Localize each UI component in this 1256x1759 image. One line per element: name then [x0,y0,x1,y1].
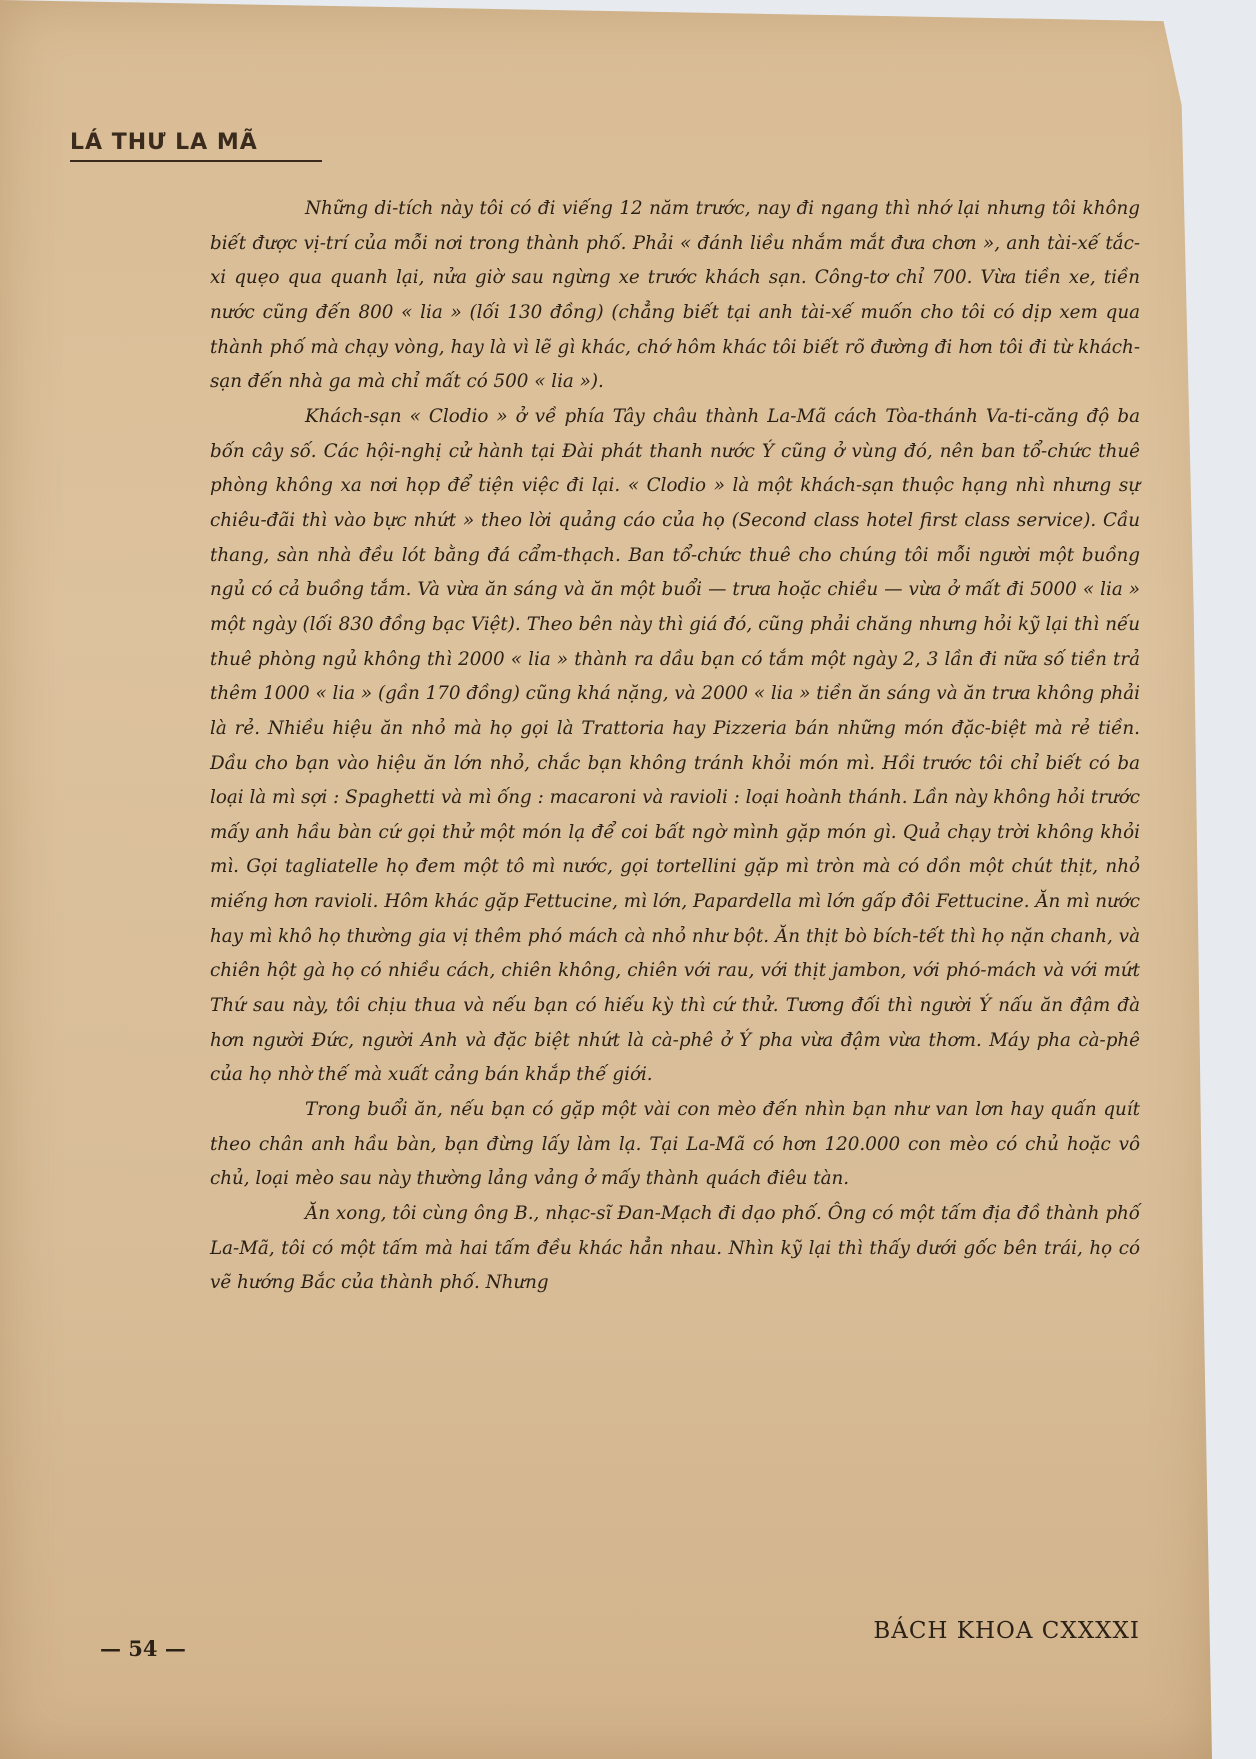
article-body [210,192,1140,1552]
paragraph: Khách-sạn « Clodio » ở về phía Tây châu thành La-Mã cách Tòa-thánh Va-ti-căng độ ba bốn cây số. Các hội-nghị cử hành tại Đài phát thanh nước Ý cũng ở vùng đó, nên ban tổ-chức thuê phòng không xa nơi họp để tiện việc đi lại. « Clodio » là một khách-sạn thuộc hạng nhì nhưng sự chiêu-đãi thì vào bực nhứt » theo lời quảng cáo của họ (Second class hotel first class service). Cầu thang, sàn nhà đều lót bằng đá cẩm-thạch. Ban tổ-chức thuê cho chúng tôi mỗi người một buồng ngủ có cả buồng tắm. Và vừa ăn sáng và ăn một buổi — trưa hoặc chiều — vừa ở mất đi 5000 « lia » một ngày (lối 830 đồng bạc Việt). Theo bên này thì giá đó, cũng phải chăng nhưng hỏi kỹ lại thì nếu thuê phòng ngủ không thì 2000 « lia » thành ra dầu bạn có tắm một ngày 2, 3 lần đi nữa số tiền trả thêm 1000 « lia » (gần 170 đồng) cũng khá nặng, và 2000 « lia » tiền ăn sáng và ăn trưa không phải là rẻ. Nhiều hiệu ăn nhỏ mà họ gọi là Trattoria hay Pizzeria bán những món đặc-biệt mà rẻ tiền. Dầu cho bạn vào hiệu ăn lớn nhỏ, chắc bạn không tránh khỏi món mì. Hồi trước tôi chỉ biết có ba loại là mì sợi : Spaghetti và mì ống : macaroni và ravioli : loại hoành thánh. Lần này không hỏi trước mấy anh hầu bàn cứ gọi thử một món lạ để coi bất ngờ mình gặp món gì. Quả chạy trời không khỏi mì. Gọi tagliatelle họ đem một tô mì nước, gọi tortellini gặp mì tròn mà có dồn một chút thịt, nhỏ miếng hơn ravioli. Hôm khác gặp Fettucine, mì lớn, Papardella mì lớn gấp đôi Fettucine. Ăn mì nước hay mì khô họ thường gia vị thêm phó mách cà nhỏ như bột. Ăn thịt bò bích-tết thì họ nặn chanh, và chiên hột gà họ có nhiều cách, chiên không, chiên với rau, với thịt jambon, với phó-mách và với mứt Thứ sau này, tôi chịu thua và nếu bạn có hiếu kỳ thì cứ thử. Tương đối thì người Ý nấu ăn đậm đà hơn người Đức, người Anh và đặc biệt nhứt là cà-phê ở Ý pha vừa đậm vừa thơm. Máy pha cà-phê của họ nhờ thế mà xuất cảng bán khắp thế giới. [210,405,1140,1086]
paragraph: Trong buổi ăn, nếu bạn có gặp một vài con mèo đến nhìn bạn như van lơn hay quấn quít theo chân anh hầu bàn, bạn đừng lấy làm lạ. Tại La-Mã có hơn 120.000 con mèo có chủ hoặc vô chủ, loại mèo sau này thường lảng vảng ở mấy thành quách điêu tàn. [210,1099,1140,1190]
paragraph: Những di-tích này tôi có đi viếng 12 năm trước, nay đi ngang thì nhớ lại nhưng tôi không biết được vị-trí của mỗi nơi trong thành phố. Phải « đánh liều nhắm mắt đưa chơn », anh tài-xế tắc-xi quẹo qua quanh lại, nửa giờ sau ngừng xe trước khách sạn. Công-tơ chỉ 700. Vừa tiền xe, tiền nước cũng đến 800 « lia » (lối 130 đồng) (chẳng biết tại anh tài-xế muốn cho tôi có dịp xem qua thành phố mà chạy vòng, hay là vì lẽ gì khác, chớ hôm khác tôi biết rõ đường đi hơn tôi đi từ khách-sạn đến nhà ga mà chỉ mất có 500 « lia »). [210,198,1140,393]
publication-issue: BÁCH KHOA CXXXXI [873,1618,1140,1644]
section-title: LÁ THƯ LA MÃ [70,130,322,162]
paragraph: Ăn xong, tôi cùng ông B., nhạc-sĩ Đan-Mạch đi dạo phố. Ông có một tấm địa đồ thành phố La-Mã, tôi có một tấm mà hai tấm đều khác hẳn nhau. Nhìn kỹ lại thì thấy dưới gốc bên trái, họ có vẽ hướng Bắc của thành phố. Nhưng [210,1203,1140,1294]
page-number: — 54 — [100,1636,186,1661]
